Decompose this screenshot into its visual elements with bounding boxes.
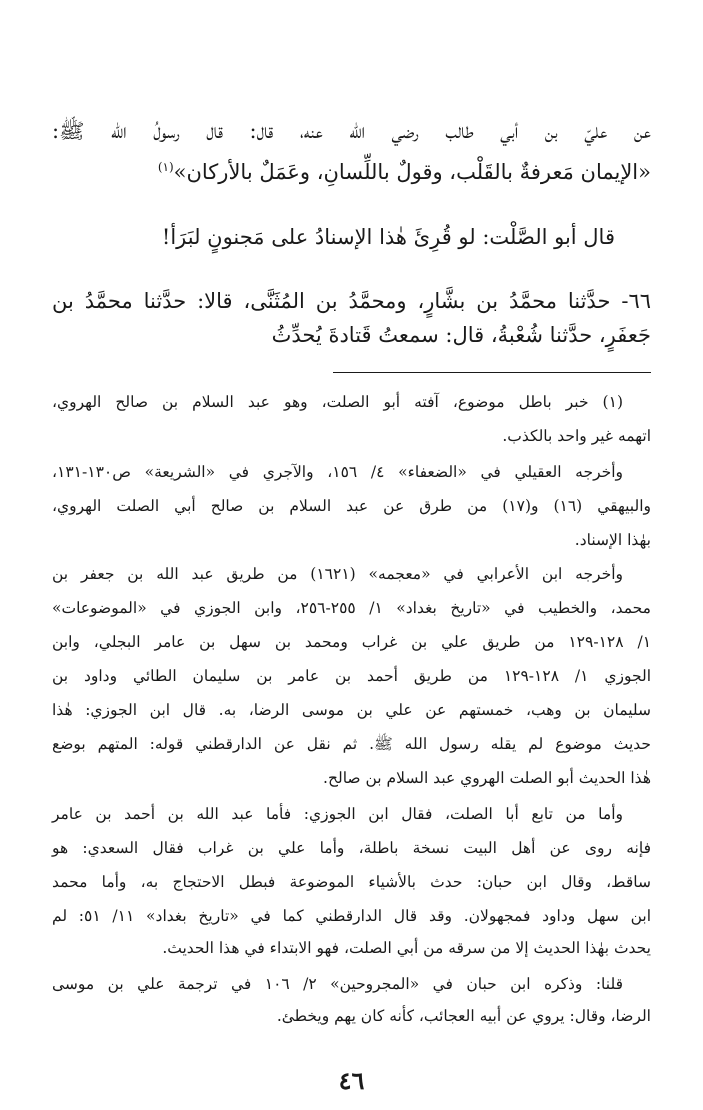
footnote-line: بهٰذا الإسناد. xyxy=(574,531,651,549)
footnote-line: ابن سهل وداود فمجهولان. وقد قال الدارقطني كما في «تاريخ بغداد» ١١/ ٥١: لم xyxy=(52,907,652,925)
footnote-line: ١/ ١٢٨-١٢٩ من طريق علي بن غراب ومحمد بن سهل بن عامر البجلي، وابن xyxy=(52,633,652,651)
abu-salt-statement: قال أبو الصَّلْت: لو قُرِئَ هٰذا الإسنادُ على مَجنونٍ لبَرَأ! xyxy=(161,225,615,249)
footnote-line: وأخرجه العقيلي في «الضعفاء» ٤/ ١٥٦، والآجري في «الشريعة» ص١٣٠-١٣١، xyxy=(52,463,623,481)
footnote-line: الجوزي ١/ ١٢٨-١٢٩ من طريق أحمد بن عامر بن سليمان الطائي وداود بن xyxy=(52,667,652,685)
hadith-line-1: عن عليّ بن أبي طالب رضي الله عنه، قال: قال رسولُ الله ﷺ: xyxy=(52,119,651,143)
footnote-line: محمد، والخطيب في «تاريخ بغداد» ١/ ٢٥٥-٢٥٦، وابن الجوزي في «الموضوعات» xyxy=(52,599,651,617)
footnote-line: سليمان بن وهب، خمستهم عن علي بن موسى الرضا، به. قال ابن الجوزي: هٰذا xyxy=(52,701,651,719)
footnote-reference: (١) xyxy=(157,160,174,174)
footnote-line: وأخرجه ابن الأعرابي في «معجمه» (١٦٢١) من طريق عبد الله بن جعفر بن xyxy=(52,565,623,583)
footnote-line: وأما من تابع أبا الصلت، فقال ابن الجوزي: فأما عبد الله بن أحمد بن عامر xyxy=(52,805,623,823)
footnote-line: قلنا: وذكره ابن حبان في «المجروحين» ٢/ ١٠٦ في ترجمة علي بن موسى xyxy=(52,975,623,993)
hadith-66-line-1: ٦٦- حدَّثنا محمَّدُ بن بشَّارٍ، ومحمَّدُ بن المُثَنَّى، قالا: حدَّثنا محمَّدُ بن xyxy=(52,289,651,313)
footnote-line: (١) خبر باطل موضوع، آفته أبو الصلت، وهو عبد السلام بن صالح الهروي، xyxy=(52,393,623,411)
footnote-line: والبيهقي (١٦) و(١٧) من طرق عن عبد السلام بن صالح أبي الصلت الهروي، xyxy=(52,497,651,515)
footnote-line: ساقط، وقال ابن حبان: حدث بالأشياء الموضوعة فبطل الاحتجاج به، وأما محمد xyxy=(52,873,651,891)
hadith-text: «الإيمان مَعرفةٌ بالقَلْب، وقولٌ باللِّسانِ، وعَمَلٌ بالأركان» xyxy=(173,160,651,184)
footnote-line: حديث موضوع لم يقله رسول الله ﷺ. ثم نقل عن الدارقطني قوله: المتهم بوضع xyxy=(52,735,651,753)
footnote-line: فإنه روى عن أهل البيت نسخة باطلة، وأما علي بن غراب فقال السعدي: هو xyxy=(52,839,652,857)
footnote-line: الرضا، وقال: يروي عن أبيه العجائب، كأنه كان يهم ويخطئ. xyxy=(276,1007,651,1025)
footnote-line: يحدث بهٰذا الحديث إلا من سرقه من أبي الصلت، فهو الابتداء في هذا الحديث. xyxy=(162,939,651,957)
footnote-line: اتهمه غير واحد بالكذب. xyxy=(502,427,651,445)
hadith-66-line-2: جَعفَرٍ، حدَّثنا شُعْبةُ، قال: سمعتُ قَتادةَ يُحدِّثُ xyxy=(271,323,651,347)
footnote-line: هٰذا الحديث أبو الصلت الهروي عبد السلام بن صالح. xyxy=(323,769,651,787)
footnote-separator xyxy=(333,372,651,373)
page-number: ٤٦ xyxy=(338,1066,365,1095)
hadith-line-2 xyxy=(52,152,651,182)
